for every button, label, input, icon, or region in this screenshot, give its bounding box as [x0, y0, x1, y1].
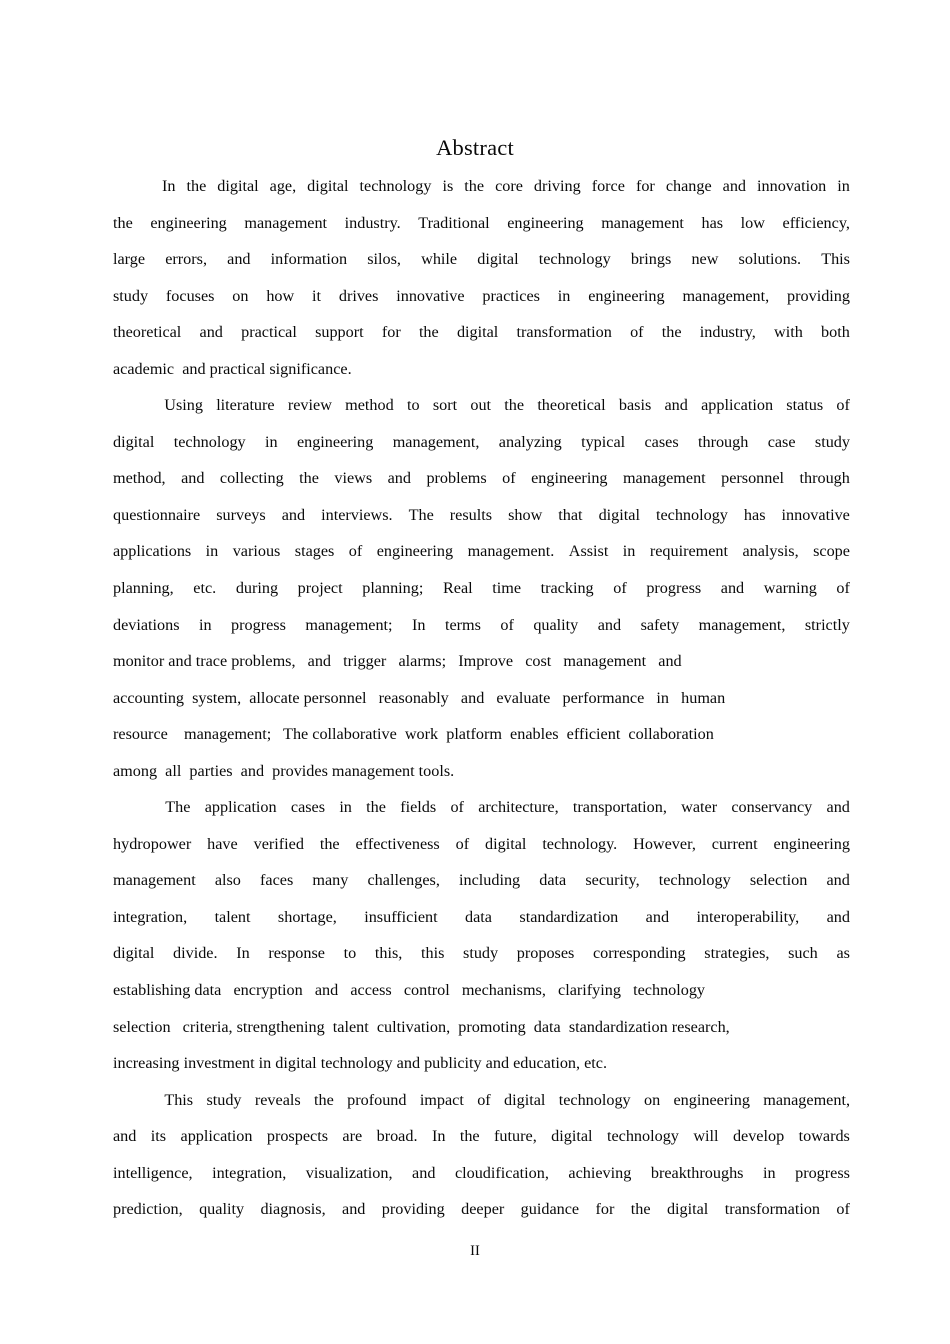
- word: The: [165, 798, 191, 817]
- word: for: [381, 323, 401, 342]
- abstract-paragraph: [113, 387, 850, 789]
- word: safety: [640, 615, 680, 634]
- word: However,: [633, 834, 696, 853]
- word: the: [418, 323, 439, 342]
- word: transformation: [724, 1200, 821, 1219]
- word: digital: [598, 505, 640, 524]
- word: future,: [494, 1127, 537, 1146]
- text-line: increasing investment in digital technology and publicity and education, etc.: [113, 1054, 608, 1073]
- text-line: [113, 460, 850, 497]
- word: collecting: [219, 469, 284, 488]
- word: and: [597, 615, 622, 634]
- word: data: [465, 907, 492, 926]
- word: quality: [533, 615, 579, 634]
- text-line: [113, 1118, 850, 1155]
- word: Assist: [568, 542, 609, 561]
- text-line: [113, 387, 850, 424]
- word: management: [244, 213, 328, 232]
- word: and: [664, 396, 688, 415]
- word: study: [463, 944, 499, 963]
- word: technology: [538, 250, 611, 269]
- word: has: [701, 213, 724, 232]
- word: low: [740, 213, 765, 232]
- word: various: [232, 542, 281, 561]
- word: in: [557, 286, 571, 305]
- word: out: [470, 396, 492, 415]
- word: transportation,: [572, 798, 667, 817]
- word: that: [558, 505, 583, 524]
- word: brings: [630, 250, 672, 269]
- word: the: [186, 177, 207, 195]
- word: innovation: [757, 177, 827, 195]
- word: and: [113, 1127, 137, 1146]
- word: and: [342, 1200, 366, 1219]
- word: planning,: [113, 579, 174, 598]
- word: providing: [381, 1200, 445, 1219]
- word: of: [500, 615, 514, 634]
- word: practical: [241, 323, 297, 342]
- text-line: selection criteria, strengthening talent cultivation, promoting data standardization research,: [113, 1017, 730, 1036]
- first-line-indent: [113, 387, 151, 424]
- word: digital: [113, 944, 155, 963]
- word: age,: [269, 177, 297, 195]
- abstract-paragraph: [113, 1082, 850, 1228]
- word: of: [450, 798, 464, 817]
- word: cases: [644, 432, 679, 451]
- word: technology.: [542, 834, 618, 853]
- word: study: [814, 432, 850, 451]
- page-title: Abstract: [436, 135, 514, 161]
- word: method: [345, 396, 394, 415]
- word: digital: [456, 323, 499, 342]
- word: terms: [444, 615, 481, 634]
- word: stages: [294, 542, 335, 561]
- word: management,: [392, 432, 480, 451]
- word: effectiveness: [355, 834, 440, 853]
- word: progress: [646, 579, 702, 598]
- word: insufficient: [364, 907, 438, 926]
- word: of: [477, 1090, 491, 1109]
- word: management: [601, 213, 684, 232]
- word: large: [113, 250, 146, 269]
- word: guidance: [520, 1200, 580, 1219]
- word: verified: [253, 834, 304, 853]
- text-line: [113, 497, 850, 534]
- word: cloudification,: [454, 1163, 549, 1182]
- word: typical: [581, 432, 626, 451]
- word: engineering: [150, 213, 227, 232]
- word: with: [774, 323, 803, 342]
- word: new: [691, 250, 719, 269]
- word: transformation: [516, 323, 612, 342]
- text-line: academic and practical significance.: [113, 359, 352, 378]
- word: and: [227, 250, 251, 269]
- word: while: [421, 250, 458, 269]
- word: of: [455, 834, 470, 853]
- text-line: [113, 1191, 850, 1228]
- word: corresponding: [593, 944, 686, 963]
- word: and: [387, 469, 411, 488]
- text-line: resource management; The collaborative work platform enables efficient collaboration: [113, 725, 714, 744]
- word: Traditional: [418, 213, 490, 232]
- word: also: [214, 871, 241, 890]
- word: in: [762, 1163, 776, 1182]
- word: application: [180, 1127, 253, 1146]
- word: engineering: [376, 542, 454, 561]
- word: and: [199, 323, 223, 342]
- word: information: [270, 250, 348, 269]
- word: innovative: [396, 286, 465, 305]
- word: This: [164, 1090, 194, 1109]
- word: progress: [231, 615, 286, 634]
- word: practices: [482, 286, 540, 305]
- word: will: [693, 1127, 719, 1146]
- word: application: [701, 396, 774, 415]
- word: support: [315, 323, 364, 342]
- word: industry.: [344, 213, 401, 232]
- word: driving: [533, 177, 581, 195]
- word: prediction,: [113, 1200, 183, 1219]
- word: interviews.: [321, 505, 393, 524]
- word: hydropower: [113, 834, 192, 853]
- word: broad.: [376, 1127, 418, 1146]
- text-line: [113, 826, 850, 863]
- text-line: [113, 278, 850, 315]
- word: study: [206, 1090, 242, 1109]
- word: digital: [485, 834, 527, 853]
- word: technology: [655, 505, 728, 524]
- word: the: [366, 798, 386, 817]
- word: in: [339, 798, 352, 817]
- word: breakthroughs: [650, 1163, 744, 1182]
- word: force: [591, 177, 625, 195]
- word: during: [235, 579, 279, 598]
- text-line: [113, 314, 850, 351]
- word: current: [711, 834, 758, 853]
- word: it: [312, 286, 322, 305]
- word: of: [502, 469, 516, 488]
- word: technology: [173, 432, 246, 451]
- word: reveals: [254, 1090, 301, 1109]
- word: basis: [618, 396, 652, 415]
- word: and: [281, 505, 306, 524]
- word: response: [268, 944, 325, 963]
- word: management: [622, 469, 706, 488]
- word: intelligence,: [113, 1163, 193, 1182]
- word: core: [495, 177, 523, 195]
- word: on: [232, 286, 249, 305]
- text-line: among all parties and provides management tools.: [113, 761, 455, 780]
- word: digital: [113, 432, 155, 451]
- word: interoperability,: [696, 907, 800, 926]
- word: architecture,: [478, 798, 559, 817]
- word: conservancy: [731, 798, 813, 817]
- word: its: [150, 1127, 167, 1146]
- word: theoretical: [537, 396, 606, 415]
- word: in: [837, 177, 850, 195]
- word: develop: [732, 1127, 785, 1146]
- word: focuses: [165, 286, 215, 305]
- word: engineering: [507, 213, 584, 232]
- word: is: [442, 177, 454, 195]
- word: the: [630, 1200, 651, 1219]
- word: and: [826, 907, 850, 926]
- word: many: [312, 871, 349, 890]
- word: status: [786, 396, 824, 415]
- word: etc.: [193, 579, 217, 598]
- text-line: monitor and trace problems, and trigger alarms; Improve cost management and: [113, 652, 682, 671]
- text-line: [113, 424, 850, 461]
- abstract-paragraph: [113, 168, 850, 387]
- word: innovative: [781, 505, 850, 524]
- word: problems: [426, 469, 487, 488]
- word: digital: [477, 250, 519, 269]
- word: and: [826, 798, 850, 817]
- word: digital: [504, 1090, 546, 1109]
- word: water: [681, 798, 718, 817]
- word: application: [204, 798, 277, 817]
- word: digital: [551, 1127, 593, 1146]
- word: for: [635, 177, 655, 195]
- word: prospects: [266, 1127, 328, 1146]
- text-line: establishing data encryption and access control mechanisms, clarifying technology: [113, 981, 706, 1000]
- word: the: [459, 1127, 480, 1146]
- text-line: accounting system, allocate personnel reasonably and evaluate performance in human: [113, 688, 726, 707]
- word: engineering: [296, 432, 374, 451]
- word: through: [697, 432, 749, 451]
- word: in: [199, 615, 212, 634]
- abstract-paragraph: [113, 789, 850, 1081]
- word: analysis,: [742, 542, 799, 561]
- word: digital: [217, 177, 259, 195]
- word: digital: [307, 177, 349, 195]
- word: and: [722, 177, 747, 195]
- word: this,: [374, 944, 403, 963]
- word: integration,: [113, 907, 188, 926]
- word: in: [265, 432, 278, 451]
- word: show: [508, 505, 543, 524]
- word: engineering: [588, 286, 665, 305]
- word: the: [113, 213, 133, 232]
- word: strategies,: [704, 944, 770, 963]
- word: have: [207, 834, 238, 853]
- word: requirement: [649, 542, 729, 561]
- word: review: [287, 396, 332, 415]
- text-line: [113, 570, 850, 607]
- word: silos,: [367, 250, 401, 269]
- abstract-body: [113, 168, 850, 1228]
- text-line: [113, 899, 850, 936]
- word: diagnosis,: [260, 1200, 326, 1219]
- word: this: [420, 944, 445, 963]
- word: This: [821, 250, 850, 269]
- word: such: [788, 944, 818, 963]
- word: the: [504, 396, 525, 415]
- word: planning;: [362, 579, 424, 598]
- word: surveys: [216, 505, 266, 524]
- text-line: [113, 168, 850, 205]
- word: case: [767, 432, 796, 451]
- word: The: [408, 505, 434, 524]
- word: fields: [400, 798, 437, 817]
- word: of: [836, 579, 850, 598]
- word: towards: [798, 1127, 850, 1146]
- word: and: [645, 907, 670, 926]
- word: In: [412, 615, 426, 634]
- word: tracking: [540, 579, 594, 598]
- word: change: [665, 177, 712, 195]
- word: visualization,: [305, 1163, 393, 1182]
- word: in: [205, 542, 219, 561]
- word: management.: [467, 542, 555, 561]
- word: challenges,: [367, 871, 440, 890]
- word: errors,: [165, 250, 207, 269]
- word: achieving: [568, 1163, 632, 1182]
- word: engineering: [773, 834, 850, 853]
- word: and: [412, 1163, 436, 1182]
- word: digital: [666, 1200, 709, 1219]
- word: scope: [813, 542, 850, 561]
- word: both: [821, 323, 850, 342]
- word: time: [492, 579, 522, 598]
- word: management: [113, 871, 196, 890]
- word: the: [314, 1090, 334, 1109]
- word: deviations: [113, 615, 180, 634]
- word: divide.: [173, 944, 218, 963]
- word: integration,: [212, 1163, 287, 1182]
- word: results: [449, 505, 493, 524]
- text-line: [113, 205, 850, 242]
- word: talent: [214, 907, 251, 926]
- word: management,: [698, 615, 786, 634]
- word: management;: [305, 615, 393, 634]
- word: engineering: [531, 469, 608, 488]
- word: efficiency,: [782, 213, 850, 232]
- word: strictly: [804, 615, 850, 634]
- word: In: [162, 177, 176, 195]
- word: management,: [763, 1090, 850, 1109]
- word: on: [643, 1090, 661, 1109]
- word: as: [836, 944, 850, 963]
- word: literature: [216, 396, 275, 415]
- word: of: [836, 1200, 850, 1219]
- word: of: [348, 542, 363, 561]
- word: study: [113, 286, 149, 305]
- word: how: [266, 286, 295, 305]
- word: providing: [787, 286, 850, 305]
- word: technology: [359, 177, 432, 195]
- word: management,: [682, 286, 770, 305]
- word: to: [343, 944, 357, 963]
- first-line-indent: [113, 1082, 151, 1119]
- word: In: [431, 1127, 446, 1146]
- word: technology: [658, 871, 731, 890]
- word: Real: [442, 579, 473, 598]
- word: selection: [749, 871, 808, 890]
- word: analyzing: [498, 432, 562, 451]
- word: shortage,: [277, 907, 337, 926]
- word: of: [836, 396, 850, 415]
- word: engineering: [673, 1090, 750, 1109]
- word: applications: [113, 542, 192, 561]
- text-line: [113, 1155, 850, 1192]
- word: industry,: [699, 323, 756, 342]
- text-line: [113, 1082, 850, 1119]
- word: sort: [432, 396, 458, 415]
- word: and: [181, 469, 205, 488]
- word: warning: [763, 579, 817, 598]
- word: for: [595, 1200, 615, 1219]
- first-line-indent: [113, 789, 151, 826]
- text-line: [113, 607, 850, 644]
- word: has: [743, 505, 766, 524]
- word: the: [319, 834, 340, 853]
- word: and: [826, 871, 850, 890]
- word: technology: [606, 1127, 679, 1146]
- word: quality: [199, 1200, 245, 1219]
- word: In: [236, 944, 250, 963]
- word: the: [661, 323, 682, 342]
- word: views: [334, 469, 373, 488]
- word: are: [342, 1127, 363, 1146]
- word: of: [613, 579, 627, 598]
- word: of: [630, 323, 644, 342]
- word: personnel: [721, 469, 785, 488]
- word: method,: [113, 469, 166, 488]
- text-line: [113, 789, 850, 826]
- word: the: [299, 469, 319, 488]
- word: including: [459, 871, 521, 890]
- word: impact: [419, 1090, 464, 1109]
- word: project: [297, 579, 343, 598]
- word: Using: [164, 396, 203, 415]
- text-line: [113, 533, 850, 570]
- text-line: [113, 241, 850, 278]
- word: questionnaire: [113, 505, 201, 524]
- text-line: [113, 862, 850, 899]
- word: drives: [338, 286, 379, 305]
- word: data: [539, 871, 567, 890]
- word: to: [406, 396, 420, 415]
- word: solutions.: [738, 250, 802, 269]
- word: cases: [290, 798, 326, 817]
- first-line-indent: [113, 168, 151, 205]
- word: through: [799, 469, 850, 488]
- word: deeper: [461, 1200, 505, 1219]
- word: profound: [347, 1090, 407, 1109]
- word: and: [720, 579, 745, 598]
- word: technology: [558, 1090, 631, 1109]
- word: standardization: [519, 907, 619, 926]
- page-number-footer: II: [470, 1243, 480, 1259]
- word: security,: [585, 871, 640, 890]
- word: faces: [260, 871, 294, 890]
- word: in: [622, 542, 636, 561]
- text-line: [113, 935, 850, 972]
- word: theoretical: [113, 323, 182, 342]
- word: the: [464, 177, 485, 195]
- word: progress: [795, 1163, 850, 1182]
- word: proposes: [516, 944, 575, 963]
